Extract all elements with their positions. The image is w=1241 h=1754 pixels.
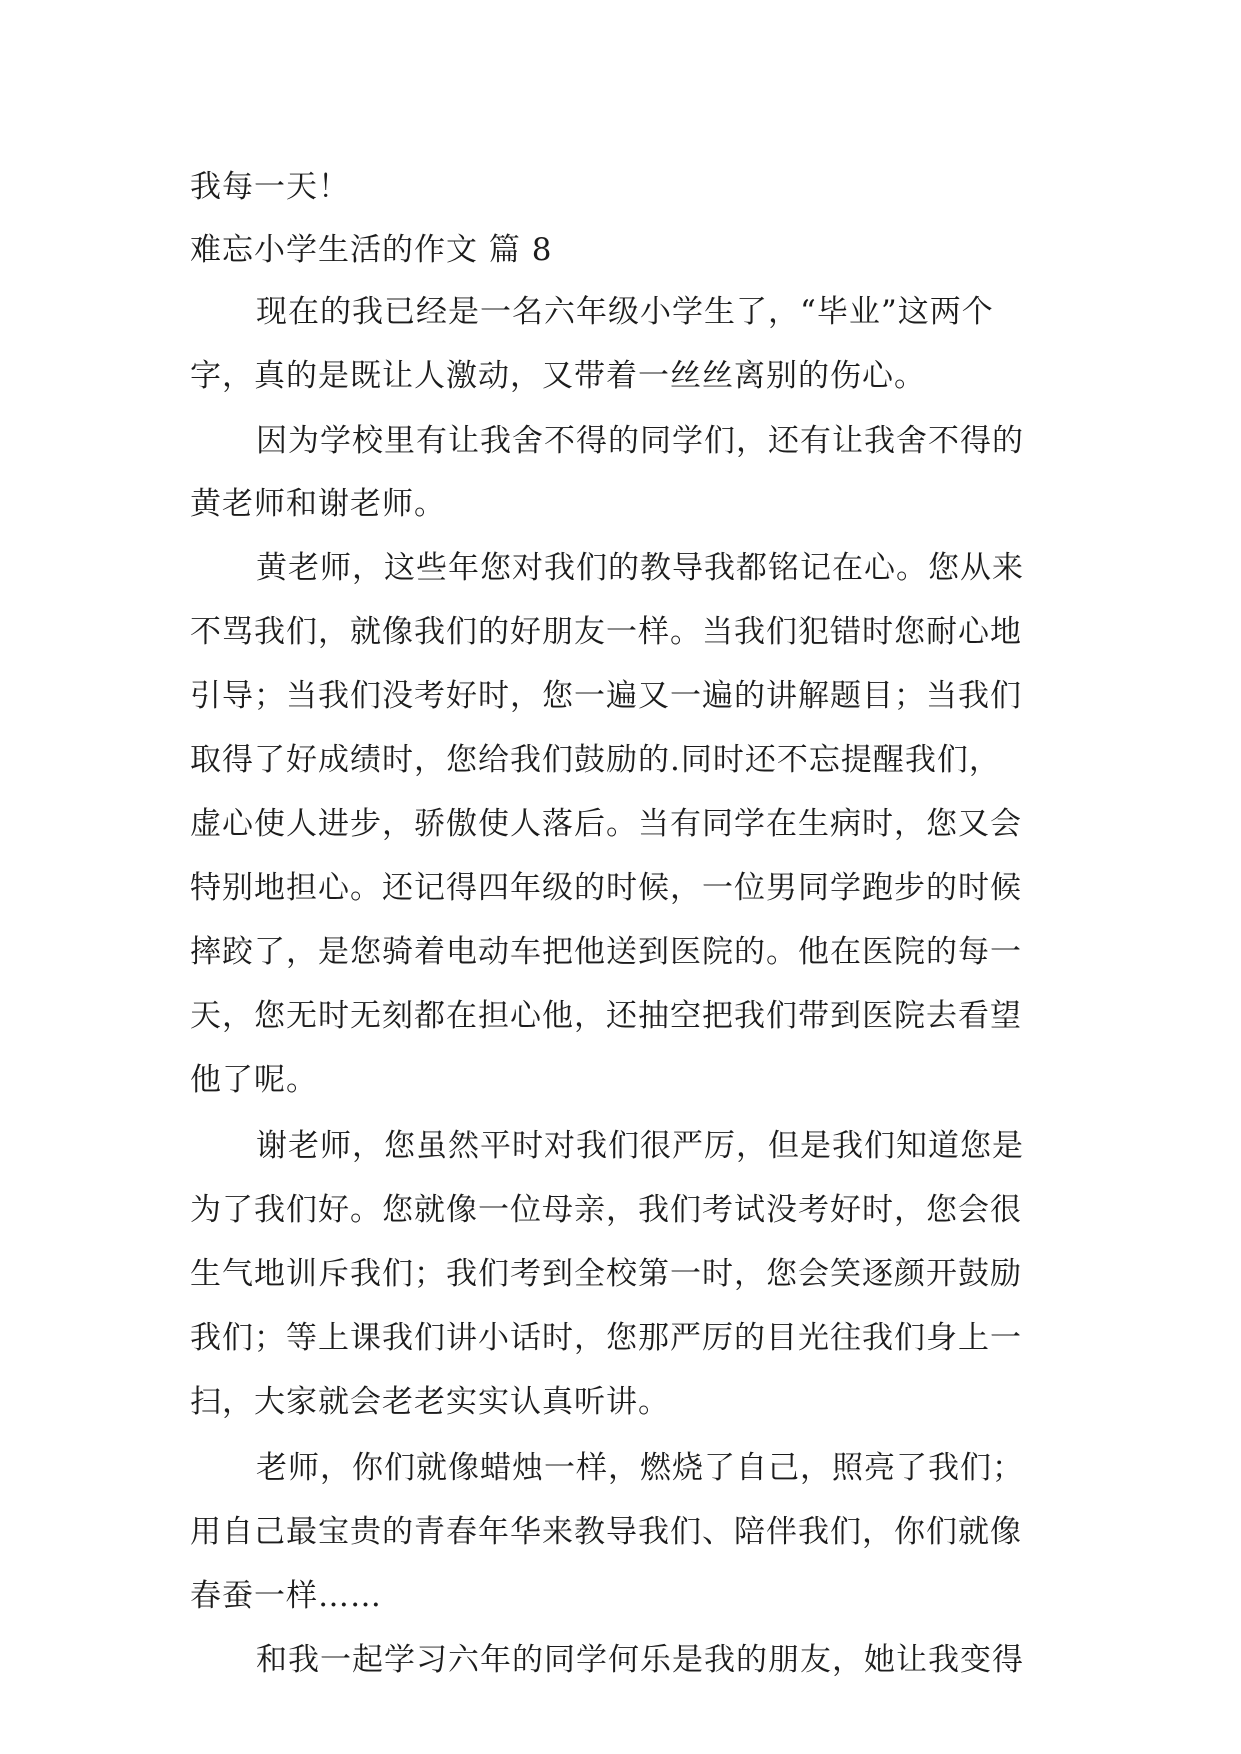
text-line: 摔跤了，是您骑着电动车把他送到医院的。他在医院的每一 bbox=[190, 934, 1022, 970]
text-line: 不骂我们，就像我们的好朋友一样。当我们犯错时您耐心地 bbox=[190, 614, 1022, 650]
text-line: 我们；等上课我们讲小话时，您那严厉的目光往我们身上一 bbox=[190, 1320, 1022, 1356]
paragraph-first-line: 老师，你们就像蜡烛一样，燃烧了自己，照亮了我们； bbox=[256, 1450, 1024, 1486]
text-line: 字，真的是既让人激动，又带着一丝丝离别的伤心。 bbox=[190, 358, 926, 394]
text-line: 天，您无时无刻都在担心他，还抽空把我们带到医院去看望 bbox=[190, 998, 1022, 1034]
text-line: 特别地担心。还记得四年级的时候，一位男同学跑步的时候 bbox=[190, 870, 1022, 906]
text-line: 我每一天！ bbox=[190, 169, 350, 205]
paragraph-first-line: 和我一起学习六年的同学何乐是我的朋友，她让我变得 bbox=[256, 1642, 1024, 1678]
text-line: 取得了好成绩时，您给我们鼓励的.同时还不忘提醒我们， bbox=[190, 742, 1001, 778]
text-line: 为了我们好。您就像一位母亲，我们考试没考好时，您会很 bbox=[190, 1192, 1022, 1228]
paragraph-first-line: 因为学校里有让我舍不得的同学们，还有让我舍不得的 bbox=[256, 423, 1024, 459]
text-line: 虚心使人进步，骄傲使人落后。当有同学在生病时，您又会 bbox=[190, 806, 1022, 842]
text-line: 用自己最宝贵的青春年华来教导我们、陪伴我们，你们就像 bbox=[190, 1514, 1022, 1550]
paragraph-first-line: 黄老师，这些年您对我们的教导我都铭记在心。您从来 bbox=[256, 550, 1024, 586]
text-line: 引导；当我们没考好时，您一遍又一遍的讲解题目；当我们 bbox=[190, 678, 1022, 714]
text-line: 生气地训斥我们；我们考到全校第一时，您会笑逐颜开鼓励 bbox=[190, 1256, 1022, 1292]
paragraph-first-line: 谢老师，您虽然平时对我们很严厉，但是我们知道您是 bbox=[256, 1128, 1024, 1164]
text-line: 扫，大家就会老老实实认真听讲。 bbox=[190, 1384, 670, 1420]
section-heading: 难忘小学生活的作文 篇 8 bbox=[190, 232, 553, 268]
text-line: 他了呢。 bbox=[190, 1062, 318, 1098]
text-line: 春蚕一样…… bbox=[190, 1578, 382, 1614]
paragraph-first-line: 现在的我已经是一名六年级小学生了，“毕业”这两个 bbox=[256, 294, 994, 330]
text-line: 黄老师和谢老师。 bbox=[190, 486, 446, 522]
